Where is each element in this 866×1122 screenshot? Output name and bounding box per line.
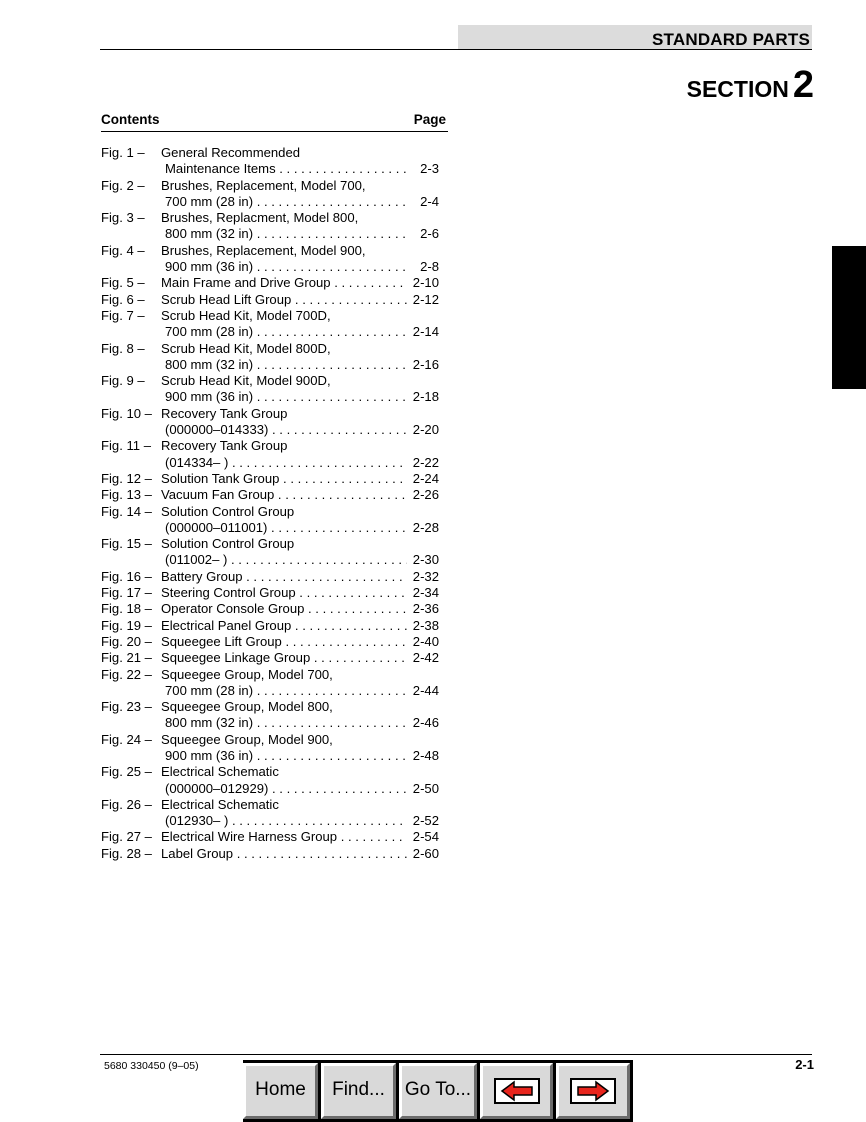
figure-number: Fig. 17 – bbox=[101, 585, 152, 601]
toc-line bbox=[101, 308, 439, 324]
toc-line bbox=[101, 797, 439, 813]
toc-line bbox=[101, 275, 439, 291]
figure-page: 2-30 bbox=[412, 552, 439, 568]
toc-line bbox=[101, 846, 439, 862]
toc-line bbox=[101, 487, 439, 503]
figure-title: Scrub Head Lift Group . . . bbox=[161, 292, 407, 308]
home-button[interactable]: Home bbox=[243, 1063, 318, 1119]
figure-number: Fig. 20 – bbox=[101, 633, 152, 649]
figure-title: Electrical Schematic bbox=[161, 796, 279, 812]
figure-title: Squeegee Group, Model 700, bbox=[161, 666, 333, 682]
figure-number: Fig. 18 – bbox=[101, 601, 152, 617]
figure-number: Fig. 15 – bbox=[101, 536, 152, 552]
figure-number: Fig. 26 – bbox=[101, 796, 152, 812]
figure-number: Fig. 9 – bbox=[101, 373, 145, 389]
figure-page: 2-10 bbox=[412, 275, 439, 291]
toc-line bbox=[101, 422, 439, 438]
figure-page: 2-60 bbox=[412, 845, 439, 861]
toc-line bbox=[101, 145, 439, 161]
figure-title: Squeegee Group, Model 800, bbox=[161, 699, 333, 715]
figure-title: Squeegee Lift Group . . . bbox=[161, 634, 407, 650]
figure-title-continued: 700 mm (28 in) . . . bbox=[165, 324, 407, 340]
figure-title-continued: (014334– ) . . . bbox=[165, 455, 407, 471]
toc-line bbox=[101, 667, 439, 683]
page-number: 2-1 bbox=[795, 1057, 814, 1072]
figure-page: 2-24 bbox=[412, 470, 439, 486]
figure-page: 2-44 bbox=[412, 682, 439, 698]
document-number: 5680 330450 (9–05) bbox=[104, 1060, 199, 1072]
toc-line bbox=[101, 341, 439, 357]
section-word: SECTION bbox=[686, 76, 789, 102]
navigation-bar bbox=[243, 1060, 633, 1122]
figure-title-continued: Maintenance Items . . . bbox=[165, 161, 407, 177]
figure-page: 2-38 bbox=[412, 617, 439, 633]
toc-line bbox=[101, 585, 439, 601]
figure-title: Label Group . . . bbox=[161, 846, 407, 862]
figure-title-continued: 800 mm (32 in) . . . bbox=[165, 715, 407, 731]
figure-title: Battery Group . . . bbox=[161, 569, 407, 585]
toc-line bbox=[101, 357, 439, 373]
toc-line bbox=[101, 259, 439, 275]
figure-title: Main Frame and Drive Group . . . bbox=[161, 275, 407, 291]
figure-title: Squeegee Linkage Group . . . bbox=[161, 650, 407, 666]
figure-title-continued: (012930– ) . . . bbox=[165, 813, 407, 829]
figure-page: 2-18 bbox=[412, 389, 439, 405]
figure-page: 2-14 bbox=[412, 324, 439, 340]
toc-line bbox=[101, 292, 439, 308]
toc-line bbox=[101, 161, 439, 177]
toc-line bbox=[101, 829, 439, 845]
figure-title: Solution Control Group bbox=[161, 503, 295, 519]
section-number: 2 bbox=[792, 64, 814, 106]
toc-line bbox=[101, 552, 439, 568]
figure-page: 2-34 bbox=[412, 585, 439, 601]
figure-page: 2-6 bbox=[420, 226, 439, 242]
figure-page: 2-32 bbox=[412, 568, 439, 584]
toc-line bbox=[101, 715, 439, 731]
figure-title-continued: (000000–012929) . . . bbox=[165, 781, 407, 797]
toc-line bbox=[101, 569, 439, 585]
figure-number: Fig. 10 – bbox=[101, 405, 152, 421]
figure-title-continued: 900 mm (36 in) . . . bbox=[165, 259, 407, 275]
figure-number: Fig. 14 – bbox=[101, 503, 152, 519]
figure-page: 2-26 bbox=[412, 487, 439, 503]
figure-number: Fig. 8 – bbox=[101, 340, 145, 356]
page-column-heading: Page bbox=[413, 112, 446, 127]
figure-title: Brushes, Replacment, Model 800, bbox=[161, 210, 359, 226]
figure-page: 2-40 bbox=[412, 633, 439, 649]
section-heading bbox=[687, 64, 814, 107]
figure-title-continued: 700 mm (28 in) . . . bbox=[165, 194, 407, 210]
figure-page: 2-20 bbox=[412, 422, 439, 438]
figure-title: Scrub Head Kit, Model 800D, bbox=[161, 340, 331, 356]
figure-page: 2-50 bbox=[412, 780, 439, 796]
figure-number: Fig. 5 – bbox=[101, 275, 145, 291]
section-thumb-tab bbox=[832, 246, 866, 389]
figure-title: Scrub Head Kit, Model 900D, bbox=[161, 373, 331, 389]
figure-page: 2-54 bbox=[412, 829, 439, 845]
toc-line bbox=[101, 178, 439, 194]
find-button[interactable]: Find... bbox=[321, 1063, 396, 1119]
figure-number: Fig. 6 – bbox=[101, 291, 145, 307]
figure-page: 2-4 bbox=[420, 193, 439, 209]
figure-title: Recovery Tank Group bbox=[161, 438, 288, 454]
figure-number: Fig. 11 – bbox=[101, 438, 151, 454]
figure-title: Brushes, Replacement, Model 700, bbox=[161, 177, 366, 193]
toc-line bbox=[101, 226, 439, 242]
toc-line bbox=[101, 455, 439, 471]
figure-number: Fig. 19 – bbox=[101, 617, 152, 633]
figure-title: Scrub Head Kit, Model 700D, bbox=[161, 307, 331, 323]
red-right-arrow-icon bbox=[570, 1078, 616, 1104]
toc-line bbox=[101, 373, 439, 389]
figure-page: 2-8 bbox=[420, 259, 439, 275]
figure-number: Fig. 2 – bbox=[101, 177, 145, 193]
figure-page: 2-46 bbox=[412, 715, 439, 731]
contents-list bbox=[101, 145, 439, 862]
figure-number: Fig. 3 – bbox=[101, 210, 145, 226]
toc-line bbox=[101, 471, 439, 487]
figure-title-continued: (000000–011001) . . . bbox=[165, 520, 407, 536]
toc-line bbox=[101, 389, 439, 405]
toc-line bbox=[101, 650, 439, 666]
toc-line bbox=[101, 194, 439, 210]
figure-title: Solution Control Group bbox=[161, 536, 295, 552]
figure-number: Fig. 13 – bbox=[101, 487, 152, 503]
figure-title: Solution Tank Group . . . bbox=[161, 471, 407, 487]
figure-title-continued: 800 mm (32 in) . . . bbox=[165, 226, 407, 242]
toc-line bbox=[101, 781, 439, 797]
figure-page: 2-28 bbox=[412, 519, 439, 535]
toc-line bbox=[101, 243, 439, 259]
contents-header bbox=[101, 112, 446, 130]
figure-page: 2-12 bbox=[412, 291, 439, 307]
figure-page: 2-22 bbox=[412, 454, 439, 470]
figure-title-continued: (000000–014333) . . . bbox=[165, 422, 407, 438]
toc-line bbox=[101, 764, 439, 780]
figure-title: General Recommended bbox=[161, 145, 301, 160]
next-page-button[interactable] bbox=[556, 1063, 630, 1119]
figure-title: Steering Control Group . . . bbox=[161, 585, 407, 601]
toc-line bbox=[101, 406, 439, 422]
toc-line bbox=[101, 634, 439, 650]
footer-rule bbox=[100, 1054, 812, 1055]
toc-line bbox=[101, 813, 439, 829]
figure-number: Fig. 23 – bbox=[101, 699, 152, 715]
figure-page: 2-16 bbox=[412, 356, 439, 372]
figure-title: Operator Console Group . . . bbox=[161, 601, 407, 617]
red-left-arrow-icon bbox=[494, 1078, 540, 1104]
figure-title: Electrical Schematic bbox=[161, 764, 279, 780]
figure-page: 2-36 bbox=[412, 601, 439, 617]
go-to-button[interactable]: Go To... bbox=[399, 1063, 477, 1119]
toc-line bbox=[101, 324, 439, 340]
toc-line bbox=[101, 438, 439, 454]
figure-number: Fig. 27 – bbox=[101, 829, 152, 845]
figure-title: Electrical Wire Harness Group . . . bbox=[161, 829, 407, 845]
figure-number: Fig. 7 – bbox=[101, 307, 145, 323]
figure-number: Fig. 24 – bbox=[101, 731, 152, 747]
figure-number: Fig. 4 – bbox=[101, 242, 145, 258]
header-title: STANDARD PARTS bbox=[652, 30, 810, 49]
figure-title: Vacuum Fan Group . . . bbox=[161, 487, 407, 503]
figure-page: 2-42 bbox=[412, 650, 439, 666]
toc-line bbox=[101, 748, 439, 764]
toc-line bbox=[101, 210, 439, 226]
figure-page: 2-3 bbox=[420, 161, 439, 177]
toc-line bbox=[101, 504, 439, 520]
figure-number: Fig. 16 – bbox=[101, 568, 152, 584]
figure-title-continued: 700 mm (28 in) . . . bbox=[165, 683, 407, 699]
figure-title-continued: (011002– ) . . . bbox=[165, 552, 407, 568]
figure-number: Fig. 21 – bbox=[101, 650, 152, 666]
figure-page: 2-48 bbox=[412, 747, 439, 763]
figure-number: Fig. 12 – bbox=[101, 470, 152, 486]
figure-title: Recovery Tank Group bbox=[161, 405, 288, 421]
figure-number: Fig. 25 – bbox=[101, 764, 152, 780]
toc-line bbox=[101, 601, 439, 617]
previous-page-button[interactable] bbox=[480, 1063, 553, 1119]
toc-line bbox=[101, 520, 439, 536]
figure-title-continued: 900 mm (36 in) . . . bbox=[165, 748, 407, 764]
contents-rule bbox=[101, 131, 448, 132]
contents-heading: Contents bbox=[101, 112, 160, 127]
figure-page: 2-52 bbox=[412, 813, 439, 829]
toc-line bbox=[101, 699, 439, 715]
figure-title: Squeegee Group, Model 900, bbox=[161, 731, 333, 747]
figure-title: Brushes, Replacement, Model 900, bbox=[161, 242, 366, 258]
figure-number: Fig. 1 – bbox=[101, 145, 145, 160]
toc-line bbox=[101, 683, 439, 699]
figure-title: Electrical Panel Group . . . bbox=[161, 618, 407, 634]
figure-number: Fig. 22 – bbox=[101, 666, 152, 682]
toc-line bbox=[101, 618, 439, 634]
figure-title-continued: 900 mm (36 in) . . . bbox=[165, 389, 407, 405]
figure-title-continued: 800 mm (32 in) . . . bbox=[165, 357, 407, 373]
toc-line bbox=[101, 732, 439, 748]
toc-line bbox=[101, 536, 439, 552]
figure-number: Fig. 28 – bbox=[101, 845, 152, 861]
